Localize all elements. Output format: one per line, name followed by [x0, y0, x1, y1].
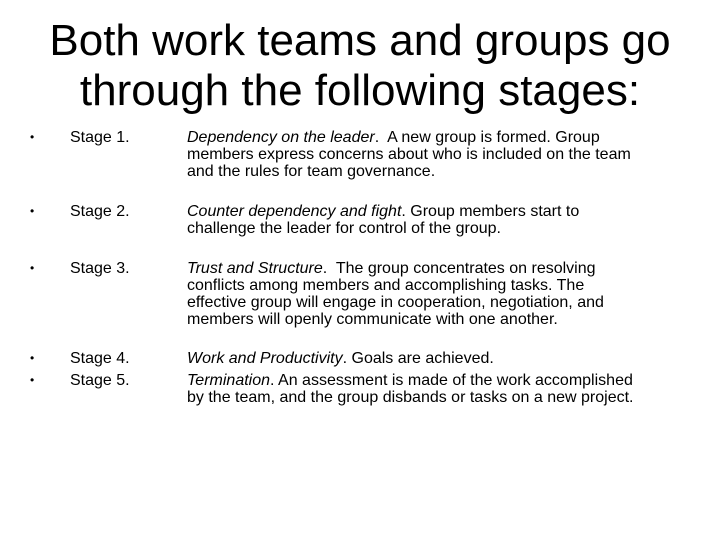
- stage-separator: .: [401, 203, 411, 220]
- stage-description: [187, 372, 639, 406]
- bullet: •: [30, 130, 35, 144]
- stage-description: [187, 129, 639, 180]
- bullet: •: [30, 204, 35, 218]
- stage-separator: .: [322, 260, 336, 277]
- bullet: •: [30, 373, 35, 387]
- slide-title: Both work teams and groups go through the following stages:: [49, 16, 671, 115]
- stage-name: Dependency on the leader: [187, 129, 375, 146]
- stage-text: An assessment is made of the work accomplished by the team, and the group disbands or tasks on a new project.: [187, 372, 634, 406]
- stage-name: Termination: [187, 372, 271, 389]
- stage-label: Stage 2.: [70, 203, 130, 220]
- bullet: •: [30, 351, 35, 365]
- stage-label: Stage 4.: [70, 350, 130, 367]
- stage-text: A new group is formed. Group members express concerns about who is included on the team and the rules for team governance.: [187, 129, 631, 180]
- stage-description: [187, 350, 639, 367]
- stage-separator: .: [342, 350, 352, 367]
- stage-label: Stage 3.: [70, 260, 130, 277]
- stage-description: [187, 203, 639, 237]
- bullet: •: [30, 261, 35, 275]
- stage-name: Counter dependency and fight: [187, 203, 402, 220]
- stage-label: Stage 5.: [70, 372, 130, 389]
- stage-description: [187, 260, 639, 328]
- stage-label: Stage 1.: [70, 129, 130, 146]
- stage-text: Goals are achieved.: [351, 350, 494, 367]
- stage-name: Work and Productivity: [187, 350, 343, 367]
- stage-name: Trust and Structure: [187, 260, 323, 277]
- stage-text: Group members start to challenge the leader for control of the group.: [187, 203, 580, 237]
- stage-separator: .: [374, 129, 388, 146]
- stage-separator: .: [270, 372, 279, 389]
- stage-text: The group concentrates on resolving conflicts among members and accomplishing tasks. The effective group will engage in cooperation, negotiation, and members will openly communicate with one another.: [187, 260, 604, 328]
